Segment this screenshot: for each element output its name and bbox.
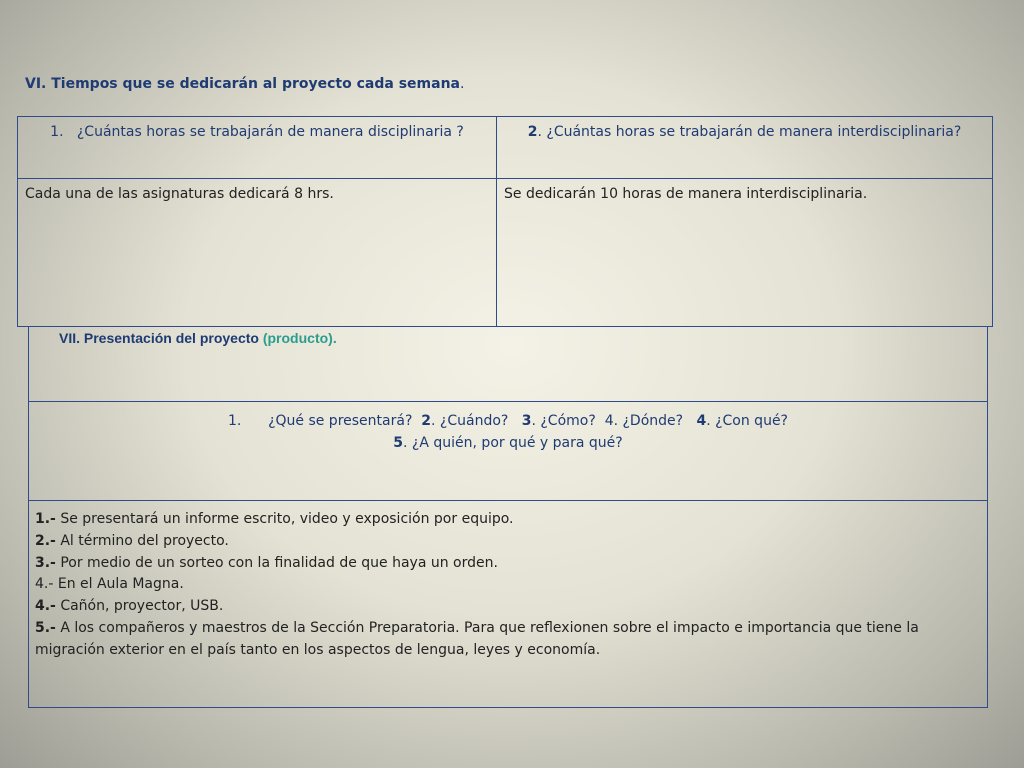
answer-line: 2.- Al término del proyecto. (35, 532, 229, 549)
question-disciplinary: 1. ¿Cuántas horas se trabajarán de manera disciplinaria ? (18, 117, 497, 179)
section6-title: VI. Tiempos que se dedicarán al proyecto cada semana. (25, 76, 465, 92)
answer-line: 3.- Por medio de un sorteo con la finalidad de que haya un orden. (35, 554, 498, 571)
answer-line: 1.- Se presentará un informe escrito, video y exposición por equipo. (35, 511, 514, 527)
presentation-answers (29, 501, 988, 708)
answer-line: 4.- En el Aula Magna. (35, 576, 184, 593)
answer-disciplinary: Cada una de las asignaturas dedicará 8 hrs. (18, 179, 497, 327)
presentation-questions: 1. ¿Qué se presentará? 2. ¿Cuándo? 3. ¿Cómo? 4. ¿Dónde? 4. ¿Con qué? 5. ¿A quién, por qué y para qué? (29, 402, 988, 501)
section7-title: VII. Presentación del proyecto (producto). (29, 327, 988, 402)
answer-line: 4.- Cañón, proyector, USB. (35, 598, 224, 615)
presentation-table (28, 326, 988, 708)
answer-interdisciplinary: Se dedicarán 10 horas de manera interdisciplinaria. (497, 179, 993, 327)
hours-table (17, 116, 993, 327)
question-interdisciplinary: 2. ¿Cuántas horas se trabajarán de manera interdisciplinaria? (497, 117, 993, 179)
answer-line: 5.- A los compañeros y maestros de la Sección Preparatoria. Para que reflexionen sobre el impacto e importancia que tiene la migración exterior en el país tanto en los aspectos de lengua, leyes y economía. (35, 619, 919, 658)
